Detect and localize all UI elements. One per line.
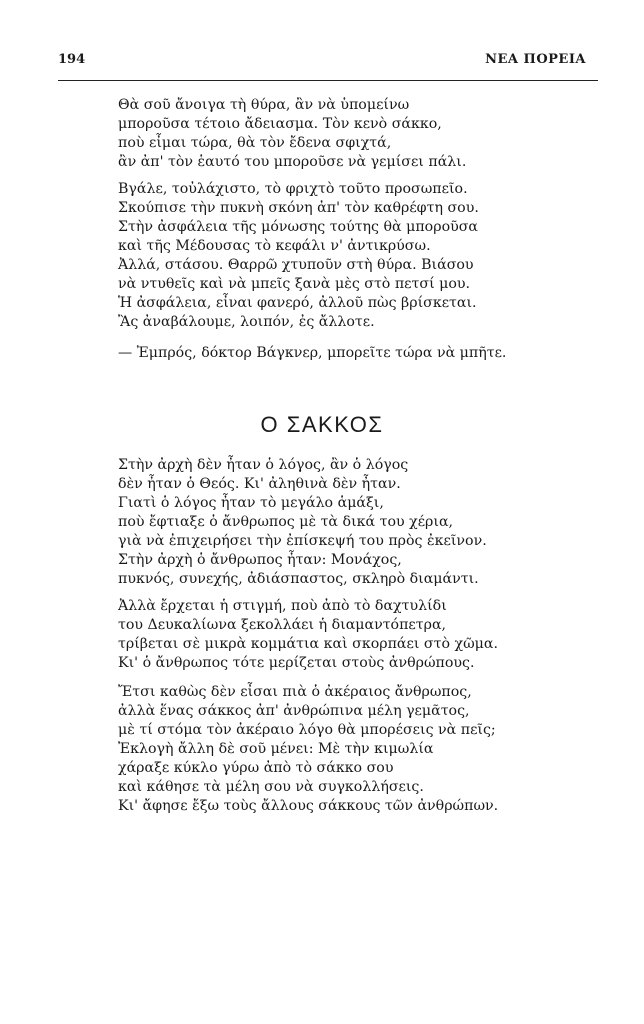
running-title: ΝΕΑ ΠΟΡΕΙΑ <box>485 52 586 67</box>
verse-line: Γιατὶ ὁ λόγος ἦταν τὸ μεγάλο ἁμάξι, <box>118 495 384 511</box>
verse-line: του Δευκαλίωνα ξεκολλάει ἡ διαμαντόπετρα, <box>118 617 447 633</box>
page-header <box>58 52 586 74</box>
verse-line: τρίβεται σὲ μικρὰ κομμάτια καὶ σκορπάει στὸ χῶμα. <box>118 636 498 652</box>
verse-line: Κι' ὁ ἄνθρωπος τότε μερίζεται στοὺς ἀνθρώπους. <box>118 655 475 671</box>
verse-line: δὲν ἦταν ὁ Θεός. Κι' ἀληθινὰ δὲν ἦταν. <box>118 476 401 492</box>
verse-line: Ἂς ἀναβάλουμε, λοιπόν, ἐς ἄλλοτε. <box>118 314 375 330</box>
verse-line: ποὺ ἔφτιαξε ὁ ἄνθρωπος μὲ τὰ δικά του χέρια, <box>118 514 454 530</box>
verse-line: Ἀλλὰ ἔρχεται ἡ στιγμή, ποὺ ἀπὸ τὸ δαχτυλίδι <box>118 598 447 614</box>
verse-line: μὲ τί στόμα τὸν ἀκέραιο λόγο θὰ μπορέσεις νὰ πεῖς; <box>118 722 496 738</box>
stanza <box>118 683 558 816</box>
verse-line: ποὺ εἶμαι τώρα, θὰ τὸν ἔδενα σφιχτά, <box>118 135 392 151</box>
stanza <box>118 180 558 332</box>
verse-line: ἂν ἀπ' τὸν ἑαυτό του μποροῦσε νὰ γεμίσει πάλι. <box>118 154 467 170</box>
verse-line: χάραξε κύκλο γύρω ἀπὸ τὸ σάκκο σου <box>118 760 394 776</box>
verse-line: Σκούπισε τὴν πυκνὴ σκόνη ἀπ' τὸν καθρέφτη σου. <box>118 200 479 216</box>
stanza <box>118 597 558 673</box>
verse-line: Στὴν ἀσφάλεια τῆς μόνωσης τούτης θὰ μποροῦσα <box>118 219 479 235</box>
page-number: 194 <box>58 52 86 67</box>
verse-line: Θὰ σοῦ ἄνοιγα τὴ θύρα, ἂν νὰ ὑπομείνω <box>118 97 410 113</box>
verse-line: νὰ ντυθεῖς καὶ νὰ μπεῖς ξανὰ μὲς στὸ πετσί μου. <box>118 276 471 292</box>
verse-line: καὶ τῆς Μέδουσας τὸ κεφάλι ν' ἀντικρύσω. <box>118 238 431 254</box>
stanza <box>118 96 558 172</box>
stanza <box>118 456 558 589</box>
verse-line: ἀλλὰ ἕνας σάκκος ἀπ' ἀνθρώπινα μέλη γεμᾶτος, <box>118 703 470 719</box>
verse-line: γιὰ νὰ ἐπιχειρήσει τὴν ἐπίσκεψή του πρὸς ἐκεῖνον. <box>118 533 487 549</box>
header-rule <box>58 80 598 81</box>
verse-line: μποροῦσα τέτοιο ἄδειασμα. Τὸν κενὸ σάκκο, <box>118 116 442 132</box>
verse-line: Κι' ἄφησε ἔξω τοὺς ἄλλους σάκκους τῶν ἀνθρώπων. <box>118 798 499 814</box>
verse-line: καὶ κάθησε τὰ μέλη σου νὰ συγκολλήσεις. <box>118 779 424 795</box>
verse-line: Ἡ ἀσφάλεια, εἶναι φανερό, ἀλλοῦ πὼς βρίσκεται. <box>118 295 477 311</box>
verse-line: Στὴν ἀρχὴ δὲν ἦταν ὁ λόγος, ἂν ὁ λόγος <box>118 457 409 473</box>
verse-line: Ἀλλά, στάσου. Θαρρῶ χτυποῦν στὴ θύρα. Βιάσου <box>118 257 474 273</box>
verse-line: Βγάλε, τοὐλάχιστο, τὸ φριχτὸ τοῦτο προσωπεῖο. <box>118 181 468 197</box>
verse-line: πυκνός, συνεχής, ἀδιάσπαστος, σκληρὸ διαμάντι. <box>118 571 479 587</box>
verse-line: Ἐκλογὴ ἄλλη δὲ σοῦ μένει: Μὲ τὴν κιμωλία <box>118 741 434 757</box>
verse-line: Ἔτσι καθὼς δὲν εἶσαι πιὰ ὁ ἀκέραιος ἄνθρωπος, <box>118 684 472 700</box>
verse-line: Στὴν ἀρχὴ ὁ ἄνθρωπος ἦταν: Μονάχος, <box>118 552 402 568</box>
dialogue-line: — Ἐμπρός, δόκτορ Βάγκνερ, μπορεῖτε τώρα νὰ μπῆτε. <box>118 345 507 361</box>
poem-title: Ο ΣΑΚΚΟΣ <box>260 412 384 437</box>
